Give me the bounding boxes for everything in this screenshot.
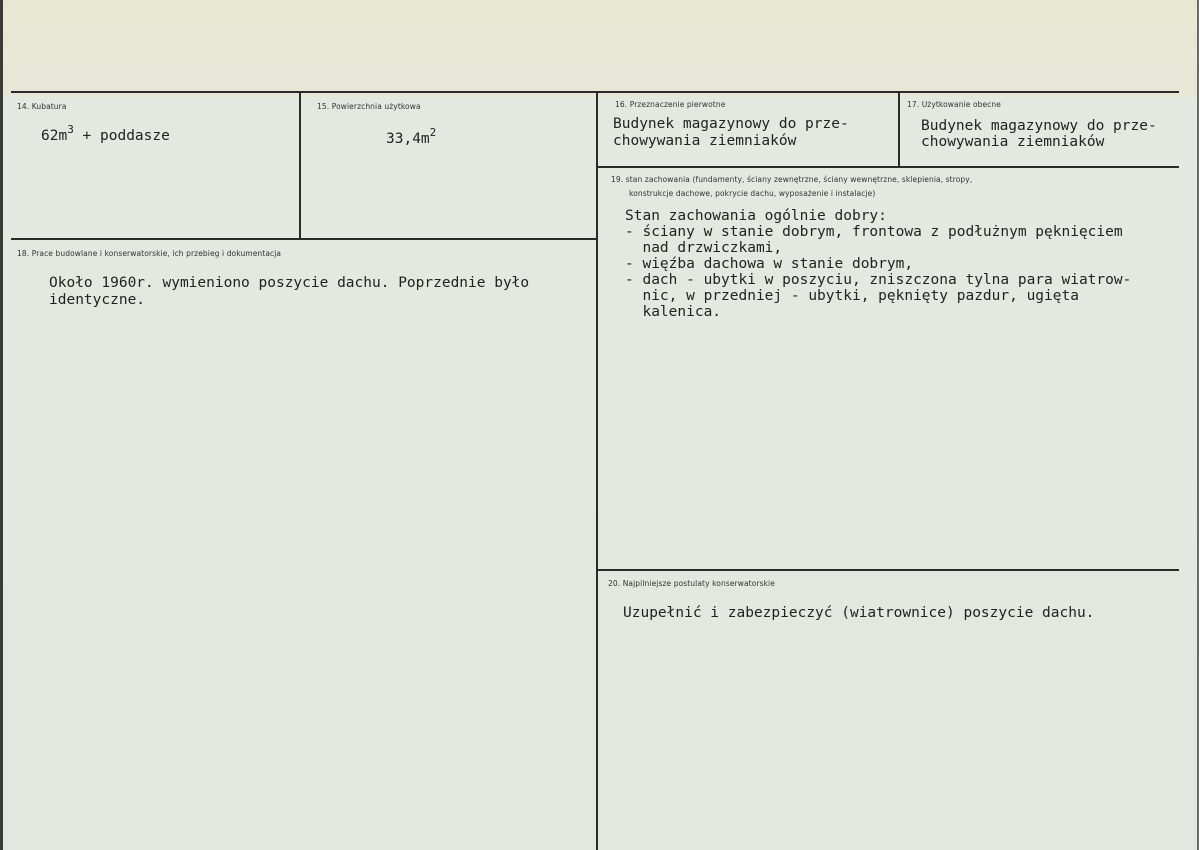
prace-line1: Około 1960r. wymieniono poszycie dachu. Poprzednie było xyxy=(49,275,530,291)
rule-under-14-15 xyxy=(11,238,597,240)
powierzchnia-exponent: 2 xyxy=(429,126,437,139)
stan-line: nad drzwiczkami, xyxy=(625,240,783,256)
powierzchnia-value xyxy=(386,126,437,147)
przeznaczenie-label: 16. Przeznaczenie pierwotne xyxy=(615,100,726,109)
prace-line2: identyczne. xyxy=(49,292,146,308)
powierzchnia-label: 15. Powierzchnia użytkowa xyxy=(317,102,421,111)
top-rule xyxy=(11,91,1179,93)
kubatura-exponent: 3 xyxy=(67,123,74,136)
uzytkowanie-line2: chowywania ziemniaków xyxy=(921,134,1105,150)
postulaty-value: Uzupełnić i zabezpieczyć (wiatrownice) poszycie dachu. xyxy=(623,605,1095,621)
rule-under-16-17 xyxy=(597,166,1179,168)
kubatura-base: 62m xyxy=(41,128,68,144)
stan-line: - dach - ubytki w poszyciu, zniszczona tylna para wiatrow- xyxy=(625,272,1132,288)
divider-center xyxy=(596,92,598,850)
powierzchnia-base: 33,4m xyxy=(386,131,430,147)
stan-line: Stan zachowania ogólnie dobry: xyxy=(625,208,887,224)
stan-line: - ściany w stanie dobrym, frontowa z podłużnym pęknięciem xyxy=(625,224,1123,240)
kubatura-label: 14. Kubatura xyxy=(17,102,67,111)
kubatura-suffix: + poddasze xyxy=(73,128,170,144)
kubatura-value xyxy=(41,123,170,144)
prace-label: 18. Prace budowlane i konserwatorskie, ich przebieg i dokumentacja xyxy=(17,249,282,258)
stan-value-list xyxy=(625,208,1131,320)
stan-line: - więźba dachowa w stanie dobrym, xyxy=(625,256,914,272)
stan-label-line2: konstrukcje dachowe, pokrycie dachu, wyposażenie i instalacje) xyxy=(629,189,876,198)
uzytkowanie-line1: Budynek magazynowy do prze- xyxy=(921,118,1157,134)
stan-label-line1: 19. stan zachowania (fundamenty, ściany zewnętrzne, ściany wewnętrzne, sklepienia, stropy, xyxy=(611,175,973,184)
divider-14-15 xyxy=(299,92,301,240)
divider-16-17 xyxy=(898,92,900,167)
przeznaczenie-line2: chowywania ziemniaków xyxy=(613,133,797,149)
postulaty-label: 20. Najpilniejsze postulaty konserwatorskie xyxy=(608,579,775,588)
rule-under-19 xyxy=(597,569,1179,571)
przeznaczenie-line1: Budynek magazynowy do prze- xyxy=(613,116,849,132)
stan-line: kalenica. xyxy=(625,304,722,320)
uzytkowanie-label: 17. Użytkowanie obecne xyxy=(907,100,1002,109)
stan-line: nic, w przedniej - ubytki, pęknięty pazdur, ugięta xyxy=(625,288,1079,304)
